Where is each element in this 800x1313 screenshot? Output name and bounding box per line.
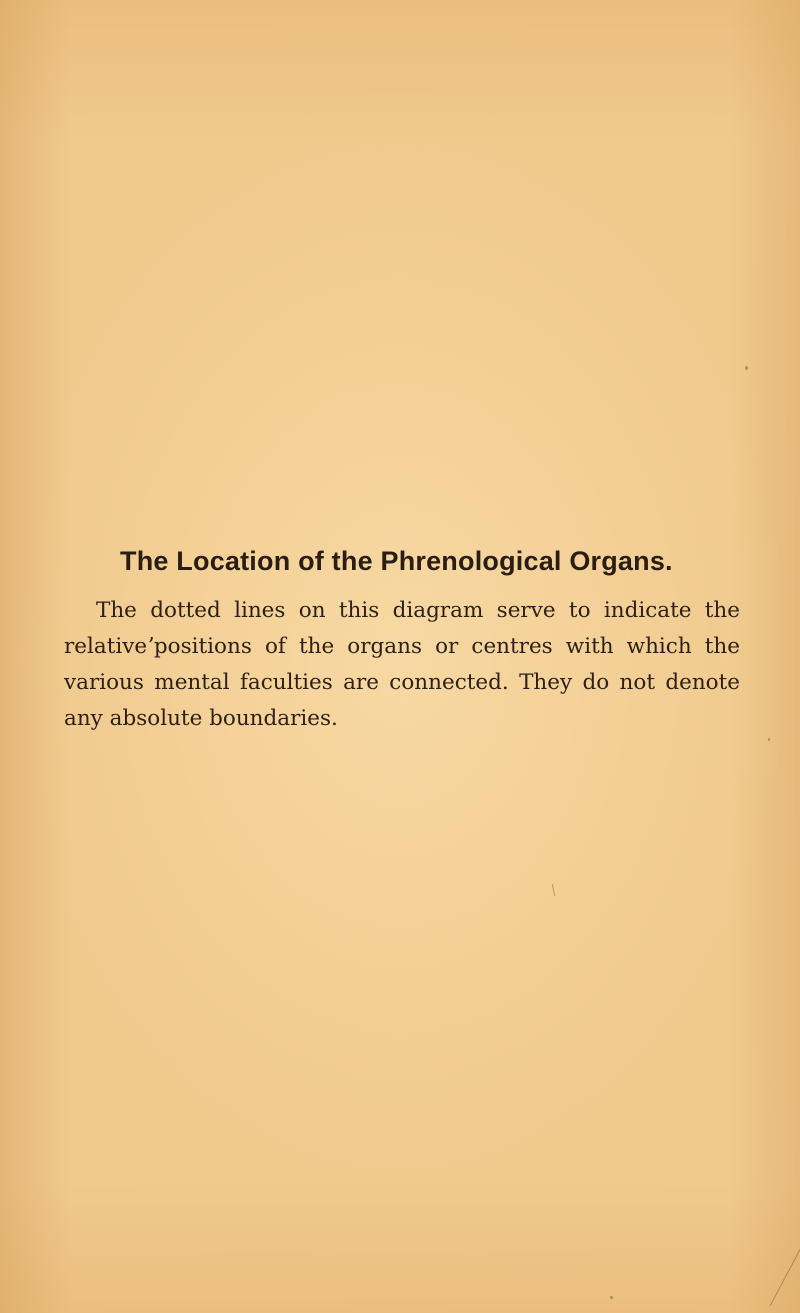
paper-fleck [745,366,748,370]
paper-scratch [552,884,555,896]
caption-paragraph: The dotted lines on this diagram serve to indicate the relativeʼpositions of the organs or centres with which the various mental faculties are connected. They do not denote any absolute boundaries. [64,598,740,731]
page-heading: The Location of the Phrenological Organs. [120,546,673,576]
paper-fleck [610,1296,613,1299]
paper-fleck [768,738,770,741]
paper-scratch [770,1244,800,1306]
